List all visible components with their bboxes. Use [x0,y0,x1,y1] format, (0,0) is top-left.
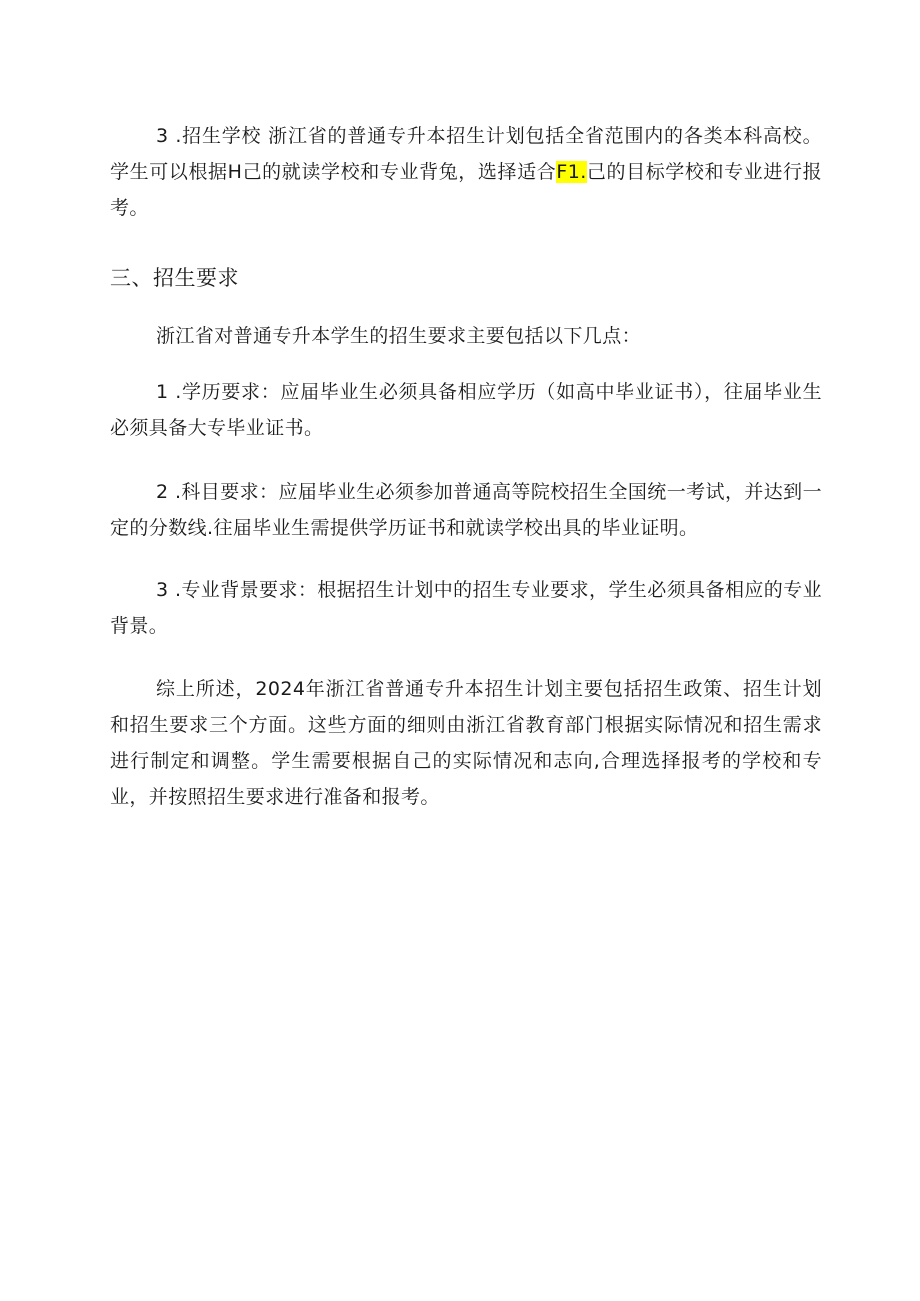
paragraph-education-requirement: 1 .学历要求：应届毕业生必须具备相应学历（如高中毕业证书），往届毕业生必须具备大专毕业证书。 [110,381,822,439]
paragraph-admission-schools-text-end: 己的目标学校和专业进行报考。 [110,161,822,219]
paragraph-subject-requirement: 2 .科目要求：应届毕业生必须参加普通高等院校招生全国统一考试，并达到一定的分数线.往届毕业生需提供学历证书和就读学校出具的毕业证明。 [110,481,822,539]
paragraph-admission-schools-text-start: 3 .招生学校 浙江省的普通专升本招生计划包括全省范围内的各类本科高校。学生可以根据H己的就读学校和专业背兔，选择适合 [110,125,822,183]
paragraph-major-background-requirement: 3 .专业背景要求：根据招生计划中的招生专业要求，学生必须具备相应的专业背景。 [110,579,822,637]
section-heading-admission-requirements: 三、招生要求 [110,266,239,290]
highlighted-text: F1. [556,161,587,183]
paragraph-summary: 综上所述，2024年浙江省普通专升本招生计划主要包括招生政策、招生计划和招生要求三个方面。这些方面的细则由浙江省教育部门根据实际情况和招生需求进行制定和调整。学生需要根据自己的实际情况和志向,合理选择报考的学校和专业，并按照招生要求进行准备和报考。 [110,678,822,808]
paragraph-admission-schools [110,118,822,226]
paragraph-requirements-intro: 浙江省对普通专升本学生的招生要求主要包括以下几点： [156,325,642,347]
